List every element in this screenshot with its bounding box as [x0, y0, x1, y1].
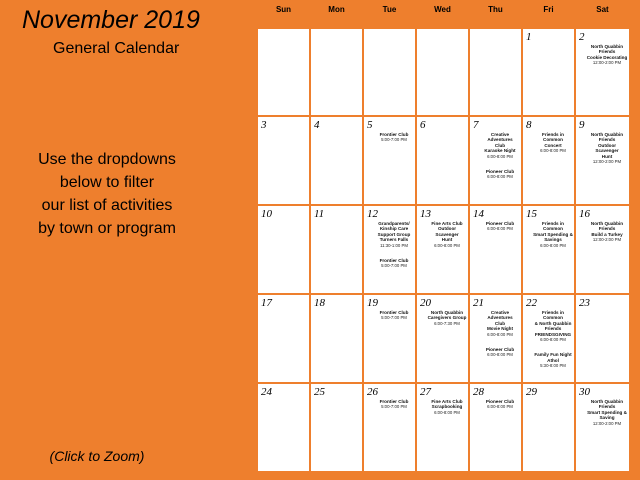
event-list: [480, 221, 520, 242]
day-number: 18: [314, 297, 325, 309]
day-cell: [310, 205, 363, 294]
event-time: 6:00-8:00 PM: [487, 174, 513, 180]
event-time: 12:00-2:00 PM: [592, 237, 622, 243]
day-number: 6: [420, 119, 426, 131]
day-number: 11: [314, 208, 325, 220]
day-cell: [469, 116, 522, 205]
event-time: 12:00-2:00 PM: [592, 420, 622, 426]
day-cell: [416, 294, 469, 383]
day-cell: [469, 294, 522, 383]
event: [586, 44, 628, 65]
day-number: 22: [526, 297, 537, 309]
event-list: [533, 132, 573, 163]
event: [374, 399, 414, 410]
event-list: [480, 399, 520, 420]
day-number: 21: [473, 297, 484, 309]
day-cell: [310, 116, 363, 205]
event-time: 6:00-8:00 PM: [487, 404, 513, 410]
event-name: Fine Arts Club Outdoor Scavenger Hunt: [431, 221, 463, 243]
event-time: 5:00-7:00 PM: [381, 404, 407, 410]
weekday-label: Fri: [543, 5, 554, 14]
event-time: 6:00-8:00 PM: [487, 352, 513, 358]
day-cell: [575, 294, 630, 383]
day-cell: [363, 205, 416, 294]
event-name: North Quabbin Friends Smart Spending & Saving: [587, 399, 627, 421]
event-list: [533, 310, 573, 378]
day-cell: [416, 116, 469, 205]
calendar[interactable]: [257, 0, 640, 472]
event-time: 6:00-8:00 PM: [540, 337, 566, 343]
day-cell: [575, 205, 630, 294]
event-name: Frontier Club: [379, 257, 409, 263]
event: [427, 310, 467, 326]
day-number: 13: [420, 208, 431, 220]
day-cell: [522, 28, 575, 116]
weekday-label: Sun: [275, 5, 292, 14]
calendar-title: November 2019: [22, 6, 200, 34]
day-number: 4: [314, 119, 320, 131]
event-time: 5:00-7:00 PM: [381, 137, 407, 143]
event-time: 6:00-8:00 PM: [487, 331, 513, 337]
event-name: Pioneer Club: [485, 168, 515, 174]
event-time: 12:00-2:00 PM: [592, 159, 622, 165]
day-number: 14: [473, 208, 484, 220]
day-number: 19: [367, 297, 378, 309]
event: [533, 221, 573, 248]
event-list: [374, 132, 414, 153]
event-name: North Quabbin Caregivers Group: [427, 310, 467, 321]
event-time: 12:00-2:00 PM: [592, 60, 622, 66]
day-number: 1: [526, 31, 532, 43]
event: [374, 132, 414, 143]
event-time: 6:00-8:00 PM: [540, 242, 566, 248]
day-cell: [575, 116, 630, 205]
day-number: 29: [526, 386, 537, 398]
event-list: [480, 132, 520, 189]
day-number: 28: [473, 386, 484, 398]
day-number: 20: [420, 297, 431, 309]
weekday-label: Thu: [488, 5, 503, 14]
event: [480, 221, 520, 232]
event: [480, 310, 520, 337]
event-name: Pioneer Club: [485, 221, 515, 226]
event-name: North Quabbin Friends Outdoor Scavenger Hunt: [590, 132, 624, 159]
day-number: 12: [367, 208, 378, 220]
event: [427, 221, 467, 248]
day-cell: [469, 28, 522, 116]
event-time: 11:30-1:00 PM: [380, 242, 408, 248]
day-number: 23: [579, 297, 590, 309]
day-number: 7: [473, 119, 479, 131]
calendar-subtitle: General Calendar: [53, 40, 180, 57]
event-name: North Quabbin Friends Cookie Decorating: [586, 44, 628, 60]
event-list: [586, 221, 628, 252]
event-name: Frontier Club: [379, 132, 409, 137]
event-name: Creative Adventures Club Karaoke Night: [484, 132, 516, 154]
event: [480, 169, 520, 180]
day-number: 30: [579, 386, 590, 398]
event: [374, 310, 414, 321]
event-list: [586, 399, 628, 436]
event-name: Family Fun Night Athol: [534, 352, 572, 363]
day-cell: [469, 383, 522, 472]
event-list: [374, 399, 414, 420]
day-number: 24: [261, 386, 272, 398]
event-name: Friends in Common & North Quabbin Friends FRIENDSGIVING: [534, 310, 572, 337]
day-number: 2: [579, 31, 585, 43]
event-name: Friends in Common Smart Spending & Savings: [533, 221, 573, 243]
event: [586, 399, 628, 426]
day-number: 10: [261, 208, 272, 220]
weekday-label: Sat: [596, 5, 609, 14]
click-to-zoom-link[interactable]: (Click to Zoom): [49, 448, 145, 464]
day-cell: [363, 383, 416, 472]
day-cell: [522, 294, 575, 383]
day-cell: [522, 116, 575, 205]
instruction-line: Use the dropdowns: [38, 151, 176, 168]
event-name: Friends in Common Concert: [542, 132, 564, 148]
event-time: 5:30-8:00 PM: [540, 363, 566, 369]
event-name: Frontier Club: [379, 399, 409, 404]
day-number: 5: [367, 119, 373, 131]
event-list: [374, 310, 414, 331]
day-cell: [257, 294, 310, 383]
event-list: [480, 310, 520, 367]
event-name: Creative Adventures Club Movie Night: [486, 310, 514, 332]
day-number: 3: [261, 119, 267, 131]
day-cell: [575, 383, 630, 472]
event: [533, 352, 573, 368]
day-cell: [416, 28, 469, 116]
event-list: [427, 399, 467, 425]
event-time: 6:00-8:00 PM: [434, 242, 460, 248]
day-number: 8: [526, 119, 532, 131]
day-number: 26: [367, 386, 378, 398]
event-list: [427, 221, 467, 258]
left-panel: [0, 0, 256, 480]
event: [374, 221, 414, 248]
day-cell: [416, 383, 469, 472]
event-name: Pioneer Club: [485, 346, 515, 352]
event-list: [586, 132, 628, 174]
event: [533, 132, 573, 153]
event: [480, 399, 520, 410]
event: [480, 347, 520, 358]
event-time: 6:00-8:00 PM: [540, 148, 566, 154]
day-cell: [522, 383, 575, 472]
filter-instructions: [22, 148, 192, 240]
event-name: Fine Arts Club Scrapbooking: [431, 399, 463, 410]
day-cell: [363, 28, 416, 116]
day-cell: [310, 28, 363, 116]
weekday-label: Tue: [382, 5, 397, 14]
event-name: Frontier Club: [379, 310, 409, 315]
day-cell: [363, 294, 416, 383]
day-cell: [257, 383, 310, 472]
event-time: 6:00-7:30 PM: [434, 320, 460, 326]
instruction-line: our list of activities: [41, 197, 173, 214]
event-time: 5:00-7:00 PM: [381, 315, 407, 321]
weekday-label: Wed: [434, 5, 451, 14]
event-list: [533, 221, 573, 258]
instruction-line: by town or program: [38, 220, 176, 237]
event-list: [374, 221, 414, 278]
event-name: North Quabbin Friends Build a Turkey: [590, 221, 624, 237]
calendar-grid: [257, 28, 640, 472]
event-time: 6:00-8:00 PM: [487, 226, 513, 232]
day-number: 25: [314, 386, 325, 398]
event: [427, 399, 467, 415]
event-time: 6:00-8:00 PM: [487, 153, 513, 159]
event: [586, 221, 628, 242]
event-time: 5:00-7:00 PM: [381, 263, 407, 269]
day-cell: [522, 205, 575, 294]
event-time: 6:00-8:00 PM: [434, 409, 460, 415]
day-cell: [257, 116, 310, 205]
event: [533, 310, 573, 342]
weekday-header: [257, 0, 640, 28]
day-number: 9: [579, 119, 585, 131]
day-cell: [575, 28, 630, 116]
day-number: 17: [261, 297, 272, 309]
day-number: 27: [420, 386, 431, 398]
day-number: 16: [579, 208, 590, 220]
weekday-label: Mon: [328, 5, 345, 14]
day-cell: [363, 116, 416, 205]
day-cell: [257, 205, 310, 294]
event: [480, 132, 520, 159]
day-cell: [416, 205, 469, 294]
event-list: [586, 44, 628, 75]
event-list: [427, 310, 467, 336]
day-number: 15: [526, 208, 537, 220]
event-name: Pioneer Club: [485, 399, 515, 404]
day-cell: [469, 205, 522, 294]
instruction-line: below to filter: [59, 174, 155, 191]
day-cell: [310, 383, 363, 472]
day-cell: [310, 294, 363, 383]
event: [374, 258, 414, 269]
event: [586, 132, 628, 164]
day-cell: [257, 28, 310, 116]
event-name: Grandparents/ Kinship Care Support Group Turners Falls: [377, 221, 411, 243]
